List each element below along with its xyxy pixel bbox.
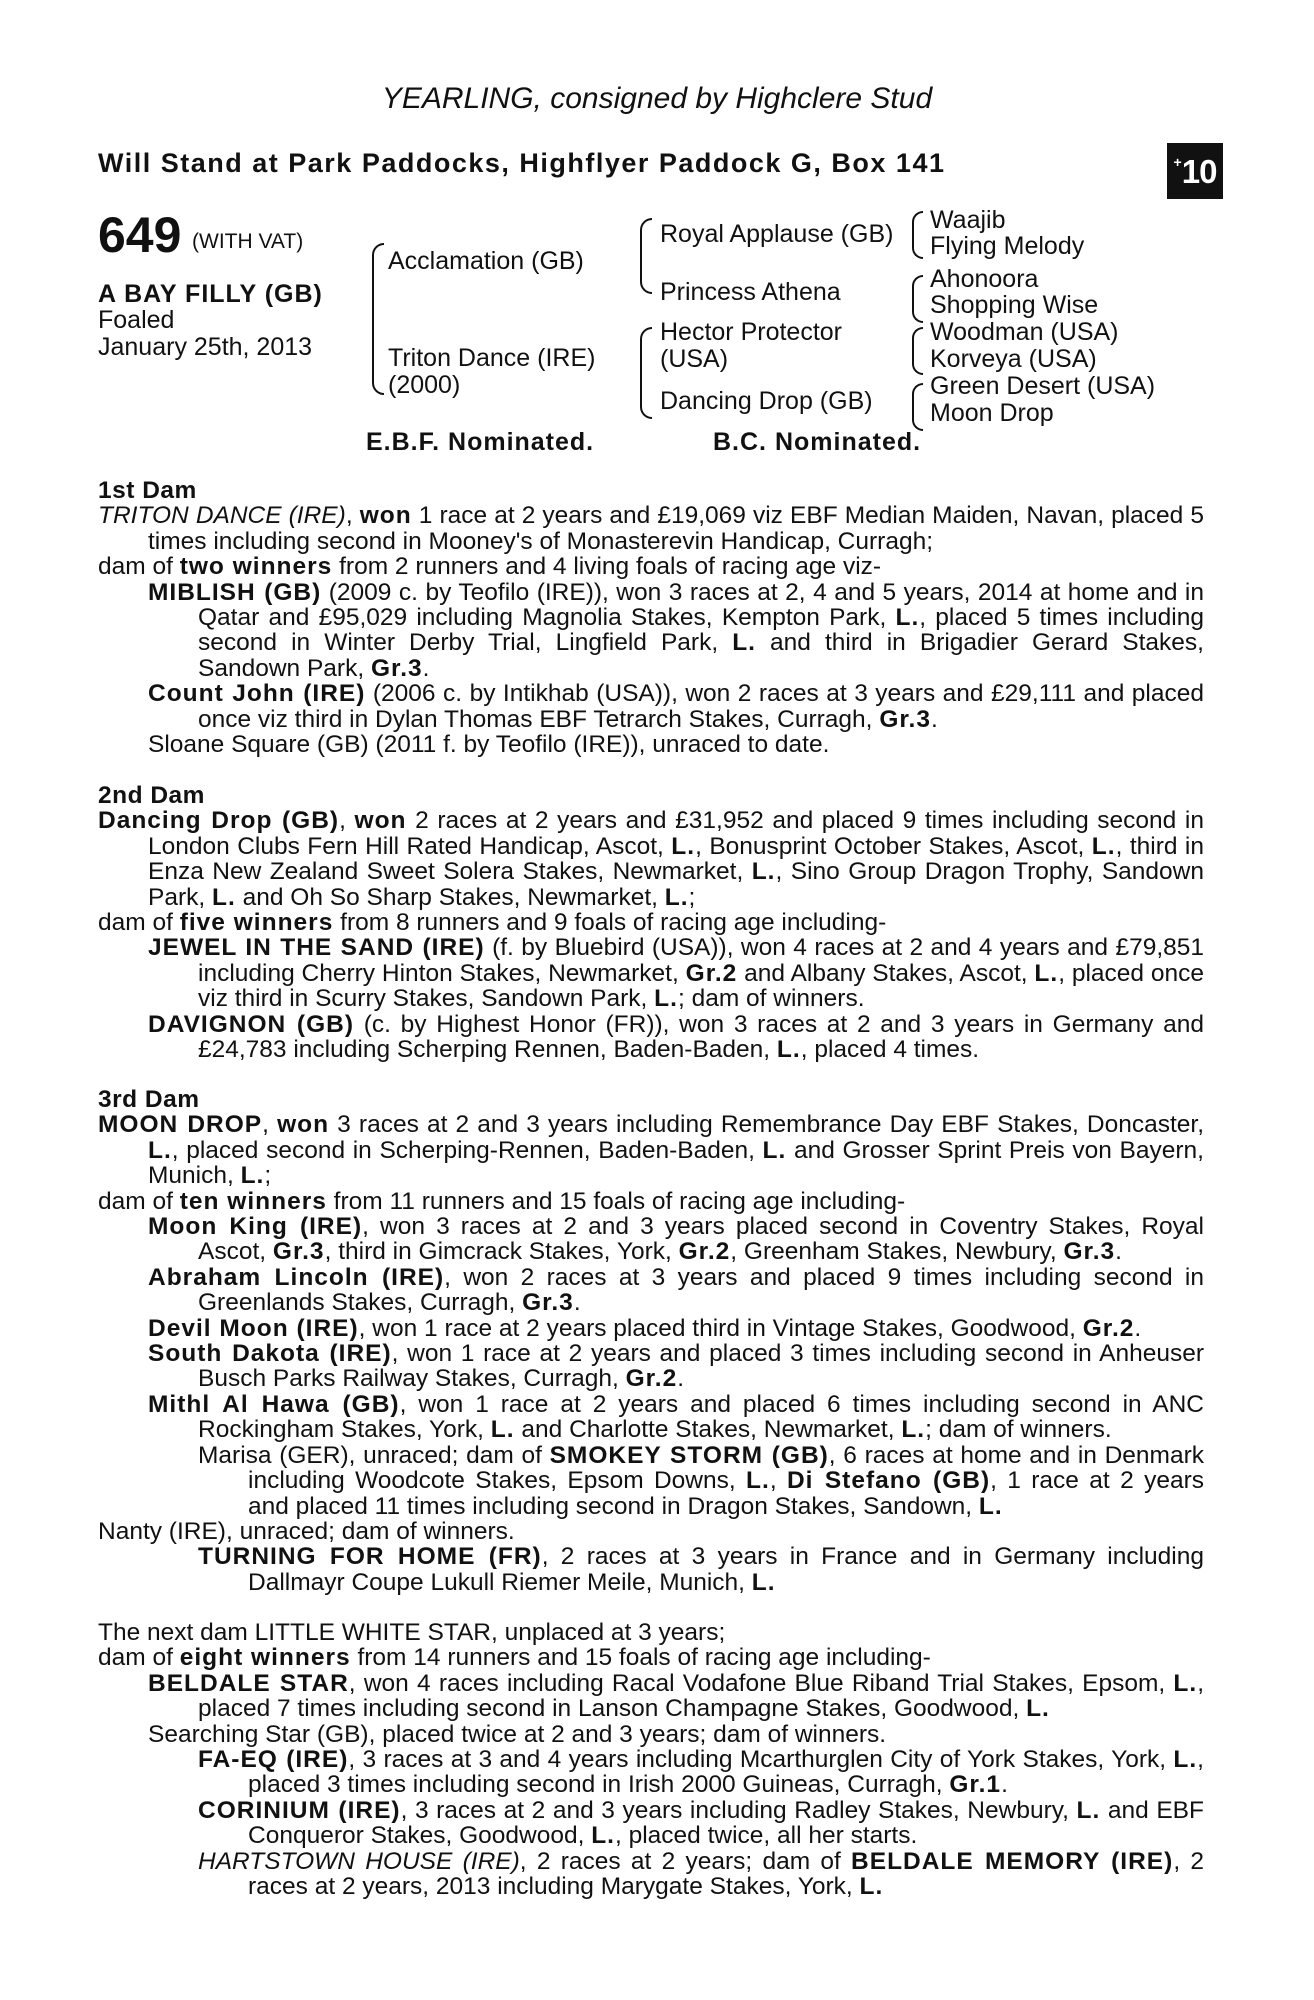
badge-number: 10 (1181, 153, 1217, 190)
pedigree-brace-5 (912, 275, 923, 323)
offspring-entry: CORINIUM (IRE), 3 races at 2 and 3 years including Radley Stakes, Newbury, L. and EBF Conqueror Stakes, Goodwood, L., placed twice, all her starts. (198, 1796, 1204, 1850)
dam-of-line: dam of five winners from 8 runners and 9 foals of racing age including- (98, 909, 887, 937)
pedigree-brace-7 (912, 383, 923, 431)
offspring-entry: Abraham Lincoln (IRE), won 2 races at 3 years and placed 9 times including second in Greenlands Stakes, Curragh, Gr.3. (148, 1263, 1204, 1317)
lot-badge (1167, 143, 1223, 199)
pedigree-brace-2 (640, 218, 652, 294)
next-dam-record: The next dam LITTLE WHITE STAR, unplaced at 3 years; (98, 1619, 726, 1646)
offspring-entry: Count John (IRE) (2006 c. by Intikhab (USA)), won 2 races at 3 years and £29,111 and placed once viz third in Dylan Thomas EBF Tetrarch Stakes, Curragh, Gr.3. (148, 680, 1205, 733)
dam-line1: Triton Dance (IRE) (388, 344, 596, 372)
dam-of-line: dam of ten winners from 11 runners and 15 foals of racing age including- (98, 1187, 906, 1215)
dd-dam: Moon Drop (930, 399, 1054, 427)
foaled-date: January 25th, 2013 (98, 333, 313, 361)
offspring-entry: FA-EQ (IRE), 3 races at 3 and 4 years including Mcarthurglen City of York Stakes, York, L., placed 3 times including second in Irish 2000 Guineas, Curragh, Gr.1. (198, 1746, 1204, 1799)
dam-record: TRITON DANCE (IRE), won 1 race at 2 years and £19,069 viz EBF Median Maiden, Navan, placed 5 times including second in Mooney's of Monasterevin Handicap, Curragh; (98, 502, 1204, 555)
offspring-entry: DAVIGNON (GB) (c. by Highest Honor (FR)), won 3 races at 2 and 3 years in Germany and £24,783 including Scherping Rennen, Baden-Baden, L., placed 4 times. (148, 1010, 1204, 1064)
offspring-entry: JEWEL IN THE SAND (IRE) (f. by Bluebird (USA)), won 4 races at 2 and 4 years and £79,851 including Cherry Hinton Stakes, Newmarket, Gr.2 and Albany Stakes, Ascot, L., placed once viz third in Scurry Stakes, Sandown Park, L.; dam of winners. (148, 934, 1205, 1013)
pedigree-brace-6 (912, 327, 923, 375)
dam-sire-line1: Hector Protector (660, 318, 843, 346)
stand-location: Will Stand at Park Paddocks, Highflyer Paddock G, Box 141 (98, 148, 946, 178)
dam-dam: Dancing Drop (GB) (660, 387, 873, 415)
offspring-entry: Nanty (IRE), unraced; dam of winners. (98, 1517, 515, 1545)
offspring-entry: South Dakota (IRE), won 1 race at 2 years and placed 3 times including second in Anheuser Busch Parks Railway Stakes, Curragh, Gr.2. (148, 1340, 1204, 1393)
ds-sire: Woodman (USA) (930, 318, 1119, 346)
offspring-entry: HARTSTOWN HOUSE (IRE), 2 races at 2 years; dam of BELDALE MEMORY (IRE), 2 races at 2 years, 2013 including Marygate Stakes, York, L. (198, 1847, 1204, 1901)
first-dam-section (98, 478, 1204, 757)
ss-sire: Waajib (930, 206, 1006, 234)
dam-sire-line2: (USA) (660, 345, 729, 373)
offspring-entry: Devil Moon (IRE), won 1 race at 2 years placed third in Vintage Stakes, Goodwood, Gr.2. (148, 1314, 1142, 1342)
offspring-entry: Mithl Al Hawa (GB), won 1 race at 2 years and placed 6 times including second in ANC Rockingham Stakes, York, L. and Charlotte Stakes, Newmarket, L.; dam of winners. (148, 1390, 1204, 1444)
dam-name: TRITON DANCE (IRE) (98, 502, 346, 530)
second-dam-section (98, 783, 1204, 1062)
badge-plus: + (1173, 154, 1181, 170)
sire: Acclamation (GB) (388, 247, 584, 275)
pedigree-brace-3 (640, 327, 652, 419)
offspring-entry: Sloane Square (GB) (2011 f. by Teofilo (IRE)), unraced to date. (148, 731, 830, 759)
page-title: YEARLING, consigned by Highclere Stud (381, 82, 933, 115)
section-title: 2nd Dam (98, 782, 205, 809)
offspring-entry: BELDALE STAR, won 4 races including Racal Vodafone Blue Riband Trial Stakes, Epsom, L., placed 7 times including second in Lanson Champagne Stakes, Goodwood, L. (148, 1669, 1205, 1723)
offspring-entry: TURNING FOR HOME (FR), 2 races at 3 years in France and in Germany including Dallmayr Coupe Lukull Riemer Meile, Munich, L. (198, 1543, 1204, 1596)
dam-record: Dancing Drop (GB), won 2 races at 2 years and £31,952 and placed 9 times including second in London Clubs Fern Hill Rated Handicap, Ascot, L., Bonusprint October Stakes, Ascot, L., third in Enza New Zealand Sweet Solera Stakes, Newmarket, L., Sino Group Dragon Trophy, Sandown Park, L. and Oh So Sharp Stakes, Newmarket, L.; (98, 807, 1204, 911)
dam-line2: (2000) (388, 371, 461, 399)
ebf-nominated: E.B.F. Nominated. (366, 428, 595, 456)
foaled-label: Foaled (98, 306, 175, 334)
ds-dam: Korveya (USA) (930, 345, 1097, 373)
pedigree-brace-1 (372, 243, 384, 395)
ss-dam: Flying Melody (930, 232, 1085, 260)
sire-dam: Princess Athena (660, 278, 841, 306)
dd-sire: Green Desert (USA) (930, 372, 1156, 400)
sd-sire: Ahonoora (930, 265, 1039, 293)
offspring-entry: Marisa (GER), unraced; dam of SMOKEY STORM (GB), 6 races at home and in Denmark including Woodcote Stakes, Epsom Downs, L., Di Stefano (GB), 1 race at 2 years and placed 11 times including second in Dragon Stakes, Sandown, L. (198, 1441, 1204, 1520)
offspring-entry: MIBLISH (GB) (2009 c. by Teofilo (IRE)), won 3 races at 2, 4 and 5 years, 2014 at home and in Qatar and £95,029 including Magnolia Stakes, Kempton Park, L., placed 5 times including second in Winter Derby Trial, Lingfield Park, L. and third in Brigadier Gerard Stakes, Sandown Park, Gr.3. (148, 578, 1204, 682)
dam-of-line: dam of two winners from 2 runners and 4 living foals of racing age viz- (98, 553, 882, 581)
section-title: 1st Dam (98, 477, 197, 504)
section-title: 3rd Dam (98, 1086, 200, 1113)
dam-record: MOON DROP, won 3 races at 2 and 3 years including Remembrance Day EBF Stakes, Doncaster, L., placed second in Scherping-Rennen, Baden-Baden, L. and Grosser Sprint Preis von Bayern, Munich, L.; (98, 1111, 1205, 1190)
bc-nominated: B.C. Nominated. (713, 428, 922, 456)
offspring-entry: Searching Star (GB), placed twice at 2 and 3 years; dam of winners. (148, 1720, 887, 1748)
dam-of-line: dam of eight winners from 14 runners and 15 foals of racing age including- (98, 1644, 931, 1672)
sd-dam: Shopping Wise (930, 291, 1099, 319)
offspring-entry: Moon King (IRE), won 3 races at 2 and 3 years placed second in Coventry Stakes, Royal Ascot, Gr.3, third in Gimcrack Stakes, York, Gr.2, Greenham Stakes, Newbury, Gr.3. (148, 1213, 1204, 1266)
pedigree-brace-4 (912, 211, 923, 259)
lot-vat: (WITH VAT) (192, 230, 304, 253)
lot-number: 649 (98, 207, 182, 263)
next-dam-section (98, 1620, 1204, 1899)
lot-name: A BAY FILLY (GB) (98, 280, 323, 308)
sire-sire: Royal Applause (GB) (660, 220, 894, 248)
third-dam-section (98, 1087, 1204, 1595)
